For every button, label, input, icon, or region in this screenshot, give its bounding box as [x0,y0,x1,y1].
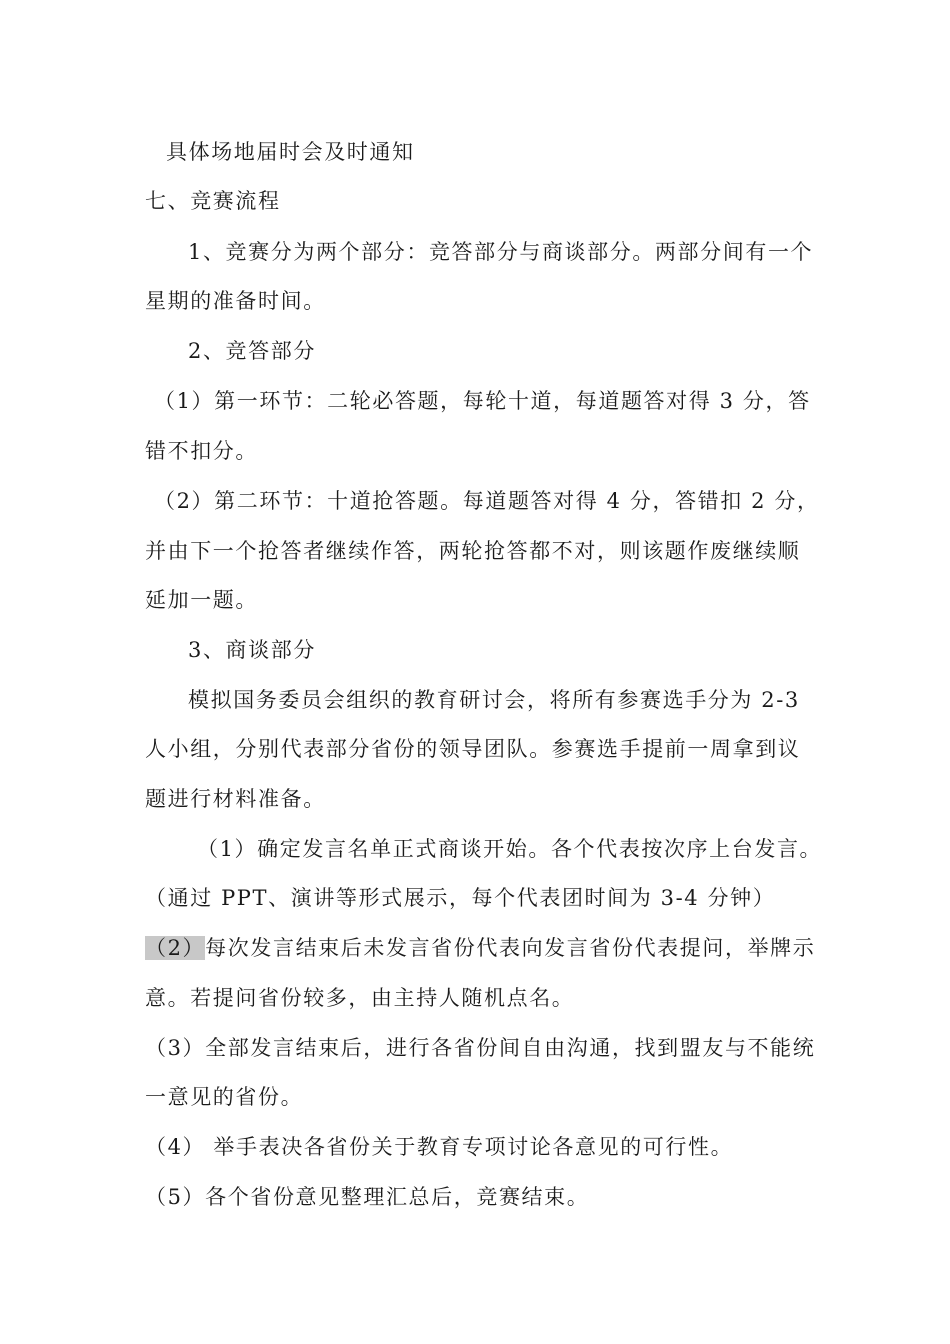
step-1-line-2: （通过 PPT、演讲等形式展示，每个代表团时间为 3-4 分钟） [145,886,776,910]
step-5: （5）各个省份意见整理汇总后，竞赛结束。 [145,1185,590,1209]
step-2-text: 每次发言结束后未发言省份代表向发言省份代表提问，举牌示 [205,936,816,960]
paragraph-3-line-1: 模拟国务委员会组织的教育研讨会，将所有参赛选手分为 2-3 [188,688,800,712]
subsection-2-title: 2、竞答部分 [188,339,316,363]
step-2-number-highlight: （2） [145,936,206,960]
step-4: （4） 举手表决各省份关于教育专项讨论各意见的可行性。 [145,1135,734,1159]
section-title: 七、竞赛流程 [145,189,281,213]
round-2-line-2: 并由下一个抢答者继续作答，两轮抢答都不对，则该题作废继续顺 [145,539,801,563]
step-3-line-2: 一意见的省份。 [145,1085,304,1109]
step-3-line-1: （3）全部发言结束后，进行各省份间自由沟通，找到盟友与不能统 [145,1036,816,1060]
paragraph-3-line-3: 题进行材料准备。 [145,787,326,811]
subsection-3-title: 3、商谈部分 [188,638,316,662]
venue-note: 具体场地届时会及时通知 [166,140,415,164]
paragraph-1-line-1: 1、竞赛分为两个部分：竞答部分与商谈部分。两部分间有一个 [188,240,814,264]
round-2-line-1: （2）第二环节：十道抢答题。每道题答对得 4 分，答错扣 2 分， [154,489,820,513]
paragraph-3-line-2: 人小组，分别代表部分省份的领导团队。参赛选手提前一周拿到议 [145,737,801,761]
step-2-line-2: 意。若提问省份较多，由主持人随机点名。 [145,986,575,1010]
paragraph-1-line-2: 星期的准备时间。 [145,289,326,313]
round-2-line-3: 延加一题。 [145,588,258,612]
round-1-line-2: 错不扣分。 [145,439,258,463]
round-1-line-1: （1）第一环节：二轮必答题，每轮十道，每道题答对得 3 分，答 [154,389,811,413]
step-2-line-1 [145,933,815,963]
step-1-line-1: （1）确定发言名单正式商谈开始。各个代表按次序上台发言。 [197,837,823,861]
